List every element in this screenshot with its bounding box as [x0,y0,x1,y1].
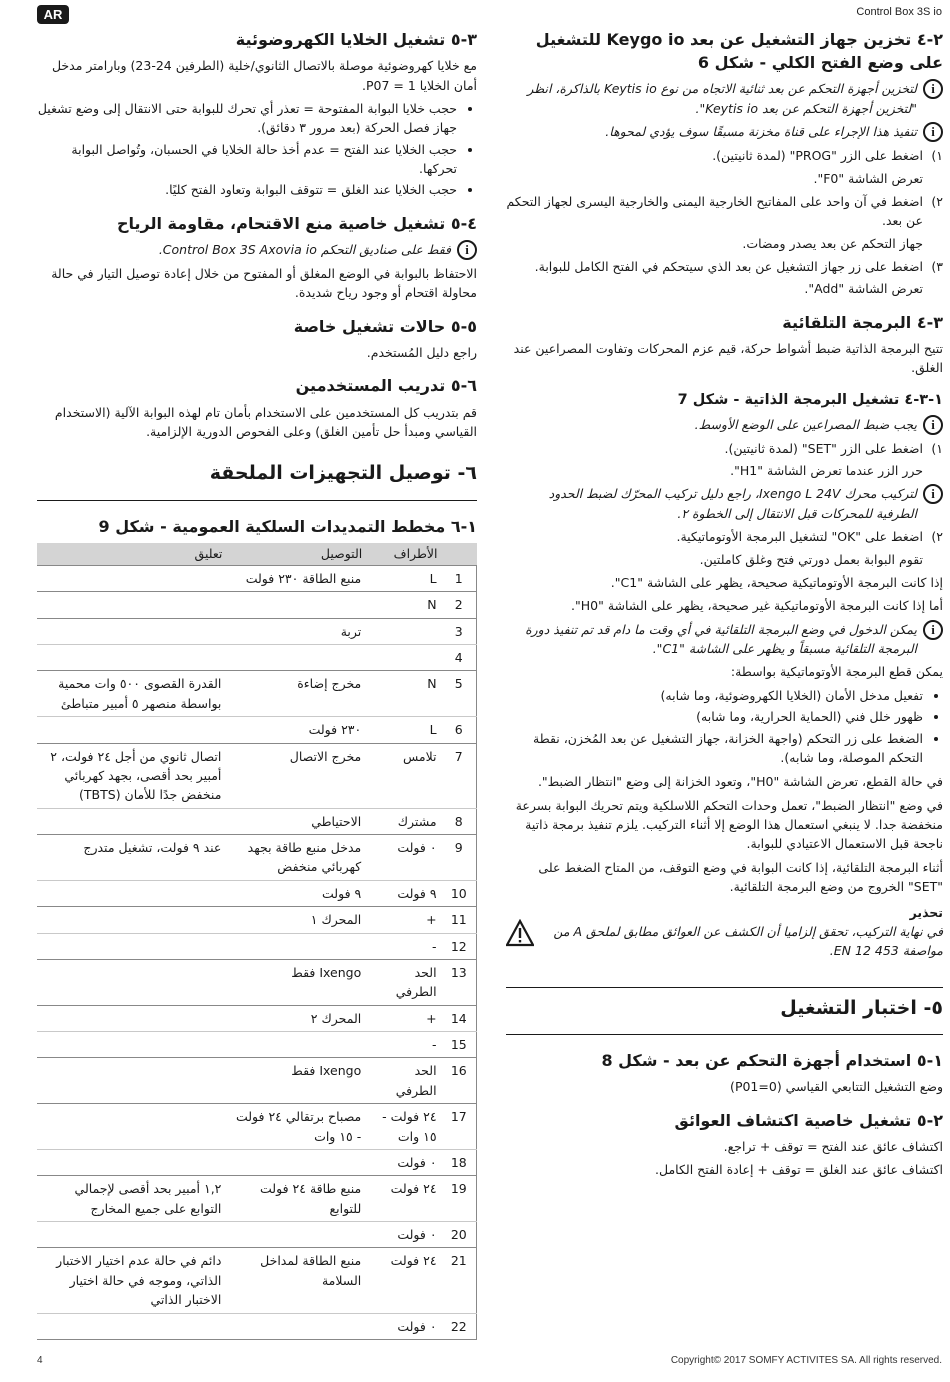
warning-box [506,903,943,961]
section-3-4-1 [506,390,943,961]
note-text: تنفيذ هذا الإجراء على قناة مخزنة مسبقًا سوف يؤدي لمحوها. [605,124,917,140]
divider [506,987,943,988]
terminal-label: تلامس [366,743,441,808]
column-header: التوصيل [226,543,366,566]
section-title: ٢-٥ تشغيل خاصية اكتشاف العوائق [674,1110,943,1130]
paragraph: اكتشاف عائق عند الفتح = توقف + تراجع. [723,1138,943,1154]
list-item: • تفعيل مدخل الأمان (الخلايا الكهروضوئية، وما شابه) [506,686,923,705]
comment-cell [37,933,226,959]
info-note [506,122,943,142]
comment-cell [37,907,226,933]
terminal-number: 10 [442,880,477,906]
table-row [37,717,477,743]
paragraph: وضع التشغيل التتابعي القياسي (P01=0) [730,1079,943,1095]
info-icon: i [923,79,943,99]
terminal-label: ٠ فولت [366,1149,441,1175]
step [506,439,943,458]
section-title: ٤-٥ تشغيل خاصية منع الاقتحام، مقاومة الرياح [116,213,477,233]
table-row [37,1149,477,1175]
terminal-label: - [366,933,441,959]
section-title: ٣-٤ البرمجة التلقائية [782,312,943,332]
step-text: اضغط على الزر "PROG" (لمدة ثانيتين). [712,148,923,164]
step-number: ١) [931,440,943,456]
table-row [37,959,477,1005]
terminal-number: 22 [442,1313,477,1339]
connection-cell: مخرج إضاءة [226,671,366,717]
section-title: ١-٦ مخطط التمديدات السلكية العمومية - شكل 9 [98,516,477,536]
terminal-label: - [366,1032,441,1058]
paragraph: يمكن قطع البرمجة الأوتوماتيكية بواسطة: [730,664,943,680]
step-text: اضغط على "OK" لتشغيل البرمجة الأوتوماتيكية. [676,529,923,545]
terminal-label: ٢٤ فولت [366,1248,441,1313]
terminal-label: ٠ فولت [366,1313,441,1339]
info-note [37,240,477,260]
info-icon: i [923,620,943,640]
comment-cell [37,880,226,906]
terminal-number: 14 [442,1005,477,1031]
connection-cell: منبع الطاقة ٢٣٠ فولت [226,565,366,591]
connection-cell: Ixengo فقط [226,1058,366,1104]
chapter-title: ٥- اختبار التشغيل [780,996,943,1019]
step-result: تعرض الشاشة "Add". [804,281,923,297]
paragraph: إذا كانت البرمجة الأوتوماتيكية صحيحة، يظهر على الشاشة "C1". [610,574,943,590]
comment-cell [37,565,226,591]
wiring-table [37,543,477,1340]
table-row [37,835,477,881]
table-row [37,618,477,644]
step [506,527,943,546]
terminal-label: ٩ فولت [366,880,441,906]
table-row [37,1313,477,1339]
step-number: ٣) [931,259,943,274]
connection-cell [226,1313,366,1339]
info-note [506,484,943,523]
section-6-1 [37,515,477,1340]
left-column [37,28,477,1352]
paragraph: الاحتفاظ بالبوابة في الوضع المغلق أو المفتوح من خلال إعادة توصيل التيار في حالة محاولة اقتحام أو وجود رياح شديدة. [51,266,477,301]
connection-cell [226,645,366,671]
section-title: ٦-٥ تدريب المستخدمين [295,376,477,396]
list-item: • ظهور خلل فني (الحماية الحرارية، وما شابه) [506,707,923,726]
info-icon: i [923,415,943,435]
terminal-label: ٢٤ فولت [366,1176,441,1222]
terminal-number: 9 [442,835,477,881]
step-text: اضغط في آن واحد على المفاتيح الخارجية اليمنى والخارجية اليسرى لجهاز التحكم عن بعد. [506,193,923,229]
section-5-2 [506,1109,943,1180]
comment-cell [37,1005,226,1031]
terminal-label: + [366,1005,441,1031]
section-5 [506,994,943,1023]
column-header: تعليق [37,543,226,566]
table-row [37,933,477,959]
step-number: ٢) [931,529,943,545]
connection-cell [226,1222,366,1248]
table-row [37,1222,477,1248]
note-text: يمكن الدخول في وضع البرمجة التلقائية في أي وقت ما دام قد تم تنفيذ دورة البرمجة التلقائية مسبقاً و يظهر على الشاشة "C1". [525,621,917,657]
terminal-label: ٠ فولت [366,1222,441,1248]
bullet-list [37,99,477,200]
note-text: لتركيب محرك Ixengo L 24V، راجع دليل تركيب المحرّك لضبط الحدود الطرفية للمحركات قبل الانتقال إلى الخطوة ٢. [548,486,917,521]
connection-cell: ٩ فولت [226,880,366,906]
terminal-number: 7 [442,743,477,808]
paragraph: تتيح البرمجة الذاتية ضبط أشواط حركة، قيم عزم المحركات وتفاوت المصراعين عند الغلق. [513,340,943,376]
terminal-label: الحد الطرفي [366,1058,441,1104]
info-icon: i [923,122,943,142]
info-icon: i [457,240,477,260]
paragraph: قم بتدريب كل المستخدمين على الاستخدام بأمان تام لهذه البوابة الآلية (الاستخدام القياسي ومبدأ حل تأمين الغلق) وعلى الفحوص الدورية الإلزامية. [54,404,477,439]
terminal-number: 20 [442,1222,477,1248]
section-title: ٢-٤ تخزين جهاز التشغيل عن بعد Keygo io للتشغيل على وضع الفتح الكلي - شكل 6 [535,30,943,73]
table-row [37,671,477,717]
terminal-number: 12 [442,933,477,959]
terminal-label: L [366,717,441,743]
terminal-number: 6 [442,717,477,743]
warning-text [540,903,943,961]
table-row [37,907,477,933]
paragraph: مع خلايا كهروضوئية موصلة بالاتصال الثانوي/خلية (الطرفين 24-23) وبارامتر مدخل أمان الخلايا P07 = 1. [51,58,477,93]
step-result: حرر الزر عندما تعرض الشاشة "H1". [730,463,923,479]
terminal-number: 21 [442,1248,477,1313]
list-item: • الضغط على زر التحكم (واجهة الخزانة، جهاز التشغيل عن بعد المُخزن، نقطة التحكم الموصلة، وما شابه). [506,729,923,768]
step-result: تعرض الشاشة "F0". [813,170,923,186]
terminal-number: 3 [442,618,477,644]
copyright: Copyright© 2017 SOMFY ACTIVITES SA. All rights reserved. [670,1355,942,1366]
section-6 [37,459,477,488]
paragraph: أثناء البرمجة التلقائية، إذا كانت البوابة في وضع التوقف، من المتاح الضغط على "SET" الخروج من وضع البرمجة التلقائية. [538,859,943,895]
paragraph: راجع دليل المُستخدم. [366,344,477,360]
table-body [37,565,477,1339]
connection-cell: مدخل منبع طاقة بجهد كهربائي منخفض [226,835,366,881]
comment-cell [37,1313,226,1339]
section-title: ٣-٥ تشغيل الخلايا الكهروضوئية [235,30,477,49]
warning-body: في نهاية التركيب، تحقق إلزاميا أن الكشف عن العوائق مطابق لملحق A من مواصفة EN 12 453. [553,923,943,959]
table-row [37,1005,477,1031]
table-row [37,880,477,906]
section-2-4 [506,28,943,299]
section-title: ١-٥ استخدام أجهزة التحكم عن بعد - شكل 8 [601,1051,943,1071]
comment-cell [37,592,226,618]
connection-cell [226,933,366,959]
comment-cell [37,808,226,834]
table-row [37,1248,477,1313]
connection-cell: منبع طاقة ٢٤ فولت للتوابع [226,1176,366,1222]
terminal-label: L [366,565,441,591]
list-item: • حجب الخلايا عند الفتح = عدم أخذ حالة الخلايا في الحسبان، وتُواصل البوابة تحركها. [37,140,457,179]
table-row [37,1058,477,1104]
terminal-number: 17 [442,1104,477,1150]
comment-cell [37,645,226,671]
connection-cell [226,592,366,618]
section-title: ١-٣-٤ تشغيل البرمجة الذاتية - شكل 7 [677,391,943,408]
note-text: لتخزين أجهزة التحكم عن بعد ثنائية الاتجاه من نوع Keytis io بالذاكرة، انظر "لتخزين أجهزة التحكم عن بعد Keytis io". [527,81,917,116]
connection-cell: مصباح برتقالي ٢٤ فولت - ١٥ وات [226,1104,366,1150]
divider [37,500,477,501]
section-5-6 [37,374,477,441]
step-result: جهاز التحكم عن بعد يصدر ومضات. [742,235,923,251]
column-header: الأطراف [366,543,441,566]
comment-cell: القدرة القصوى ٥٠٠ وات محمية بواسطة منصهر ٥ أمبير متباطئ [37,671,226,717]
connection-cell: الاحتياطي [226,808,366,834]
terminal-number: 5 [442,671,477,717]
comment-cell: ١,٢ أمبير بحد أقصى لإجمالي التوابع على جميع المخارج [37,1176,226,1222]
note-text: فقط على صناديق التحكم Control Box 3S Axovia io. [158,242,451,257]
warning-icon [506,919,534,947]
chapter-title: ٦- توصيل التجهيزات الملحقة [209,462,477,485]
section-5-4 [37,212,477,303]
column-header [442,543,477,566]
table-row [37,1032,477,1058]
terminal-label [366,645,441,671]
comment-cell [37,959,226,1005]
connection-cell: المحرك ١ [226,907,366,933]
comment-cell [37,1222,226,1248]
connection-cell: Ixengo فقط [226,959,366,1005]
terminal-number: 11 [442,907,477,933]
terminal-label: + [366,907,441,933]
connection-cell [226,1032,366,1058]
terminal-number: 4 [442,645,477,671]
terminal-number: 16 [442,1058,477,1104]
comment-cell [37,618,226,644]
section-5-1 [506,1049,943,1097]
terminal-number: 8 [442,808,477,834]
table-row [37,1104,477,1150]
step-result: تقوم البوابة بعمل دورتي فتح وغلق كاملتين. [699,551,923,567]
comment-cell [37,1104,226,1150]
table-row [37,565,477,591]
right-column [506,28,943,1192]
comment-cell: عند ٩ فولت، تشغيل متدرج [37,835,226,881]
comment-cell: دائم في حالة عدم اختيار الاختبار الذاتي، وموجه في حالة اختيار الاختبار الذاتي [37,1248,226,1313]
comment-cell [37,717,226,743]
comment-cell: اتصال ثانوي من أجل ٢٤ فولت، ٢ أمبير بحد أقصى، بجهد كهربائي منخفض جدًا للأمان (TBTS) [37,743,226,808]
terminal-label: N [366,592,441,618]
terminal-number: 1 [442,565,477,591]
table-row [37,592,477,618]
connection-cell: منبع الطاقة لمداخل السلامة [226,1248,366,1313]
terminal-number: 15 [442,1032,477,1058]
section-3-4 [506,311,943,378]
divider [506,1034,943,1035]
comment-cell [37,1032,226,1058]
comment-cell [37,1058,226,1104]
terminal-label: N [366,671,441,717]
connection-cell: المحرك ٢ [226,1005,366,1031]
section-title: ٥-٥ حالات تشغيل خاصة [293,316,477,336]
paragraph: أما إذا كانت البرمجة الأوتوماتيكية غير صحيحة، يظهر على الشاشة "H0". [571,598,943,614]
connection-cell: مخرج الاتصال [226,743,366,808]
note-text: يجب ضبط المصراعين على الوضع الأوسط. [694,416,917,432]
list-item: • حجب الخلايا عند الغلق = تتوقف البوابة وتعاود الفتح كليًا. [37,180,457,199]
step [506,146,943,165]
language-badge: AR [37,5,69,24]
step-text: اضغط على زر جهاز التشغيل عن بعد الذي سيتحكم في الفتح الكامل للبوابة. [534,259,923,274]
info-note [506,415,943,435]
warning-title: تحذير [909,904,943,920]
paragraph: اكتشاف عائق عند الغلق = توقف + إعادة الفتح الكامل. [655,1162,943,1178]
page-number: 4 [37,1355,43,1366]
table-row [37,645,477,671]
connection-cell [226,1149,366,1175]
section-5-3 [37,28,477,200]
step-number: ٢) [931,193,943,209]
step [506,257,943,276]
list-item: • حجب خلايا البوابة المفتوحة = تعذر أي تحرك للبوابة حتى الانتقال إلى وضع تشغيل جهاز فصل الحركة (بعد مرور ٣ دقائق). [37,99,457,138]
info-note [506,620,943,659]
connection-cell: ٢٣٠ فولت [226,717,366,743]
table-row [37,808,477,834]
terminal-number: 13 [442,959,477,1005]
product-name: Control Box 3S io [856,6,942,18]
info-icon: i [923,484,943,504]
paragraph: في حالة القطع، تعرض الشاشة "H0"، وتعود الخزانة إلى وضع "انتظار الضبط". [537,774,943,790]
terminal-label: ٢٤ فولت - ١٥ وات [366,1104,441,1150]
table-row [37,1176,477,1222]
comment-cell [37,1149,226,1175]
step-number: ١) [931,148,943,164]
terminal-number: 2 [442,592,477,618]
table-row [37,743,477,808]
info-note [506,79,943,118]
connection-cell: تربة [226,618,366,644]
terminal-number: 19 [442,1176,477,1222]
terminal-number: 18 [442,1149,477,1175]
terminal-label [366,618,441,644]
terminal-label: مشترك [366,808,441,834]
bullet-list [506,686,943,768]
section-5-5 [37,315,477,363]
paragraph: في وضع "انتظار الضبط"، تعمل وحدات التحكم اللاسلكية ويتم تحريك البوابة بسرعة منخفضة جدا. لا ينبغي استعمال هذا الوضع إلا أثناء التركيب. يلزم تنفيذ برمجة ذاتية ناجحة قبل الاستعمال الاعتيادي للبوابة. [515,797,943,852]
terminal-label: ٠ فولت [366,835,441,881]
step [506,192,943,231]
step-text: اضغط على الزر "SET" (لمدة ثانيتين). [724,440,923,456]
terminal-label: الحد الطرفي [366,959,441,1005]
table-header-row [37,543,477,566]
